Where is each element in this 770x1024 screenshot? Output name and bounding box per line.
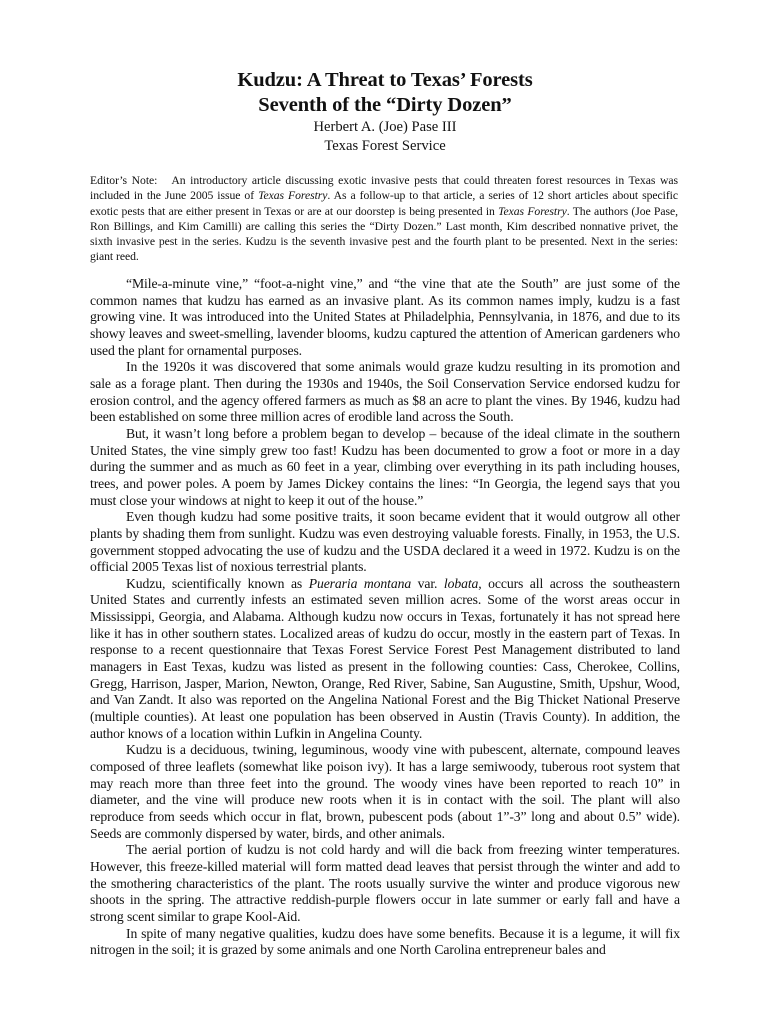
body-paragraph: But, it wasn’t long before a problem began to develop – because of the ideal climate in the southern United States, the vine simply grew too fast! Kudzu has been documented to grow a foot or more in a day during the summer and as much as 60 feet in a year, climbing over everything in its path including houses, trees, and power poles. A poem by James Dickey contains the lines: “In Georgia, the legend says that you must close your windows at night to keep it out of the house.”: [90, 425, 680, 508]
body-paragraph: Kudzu is a deciduous, twining, leguminous, woody vine with pubescent, alternate, compound leaves composed of three leaflets (somewhat like poison ivy). It has a large semiwoody, tuberous root system that may reach more than three feet into the ground. The woody vines have been reported to reach 10” in diameter, and the vine will produce new roots when it is in contact with the soil. The plant will also reproduce from seeds which occur in flat, brown, pubescent pods (about 1”-3” long and about 0.5” wide). Seeds are commonly dispersed by water, birds, and other animals.: [90, 742, 680, 841]
author-name: Herbert A. (Joe) Pase III: [313, 119, 457, 135]
body-paragraph: In the 1920s it was discovered that some animals would graze kudzu resulting in its promotion and sale as a forage plant. Then during the 1930s and 1940s, the Soil Conservation Service endorsed kudzu for erosion control, and the agency offered farmers as much as $8 an acre to plant the vines. By 1946, kudzu had been established on some three million acres of erodible land across the South.: [90, 359, 680, 425]
scientific-name: lobata: [443, 575, 479, 591]
body-paragraph: The aerial portion of kudzu is not cold hardy and will die back from freezing winter temperatures. However, this freeze-killed material will form matted dead leaves that persist through the winter and add to the smothering characteristics of the plant. The roots usually survive the winter and produce vigorous new shoots in the spring. The attractive reddish-purple flowers occur in late summer or early fall and have a strong scent similar to grape Kool-Aid.: [90, 842, 680, 924]
editors-note-text: An introductory article discussing exotic invasive pests that could threaten forest resources in Texas was included in the June 2005 issue of: [90, 174, 678, 203]
publication-name: Texas Forestry: [498, 204, 567, 218]
body-text-run: , occurs all across the southeastern United States and currently infests an estimated seven million acres. Some of the worst areas occur in Mississippi, Georgia, and Alabama. Although kudzu now occurs in Texas, fortunately it has not spread here like it has in other southern states. Localized areas of kudzu do occur, mostly in the eastern part of Texas. In response to a recent questionnaire that Texas Forest Service Forest Pest Management distributed to land managers in East Texas, kudzu was listed as present in the following counties: Cass, Cherokee, Collins, Gregg, Harrison, Jasper, Marion, Newton, Orange, Red River, Sabine, San Augustine, Smith, Upshur, Wood, and Van Zandt. It also was reported on the Angelina National Forest and the Big Thicket National Preserve (multiple counties). At least one population has been observed in Austin (Travis County). In addition, the author knows of a location within Lufkin in Angelina County.: [90, 575, 681, 741]
title-block: [0, 68, 770, 156]
scientific-name: Pueraria montana: [308, 575, 412, 591]
body-text-run: var.: [411, 575, 444, 591]
editors-note: [90, 173, 678, 265]
body-paragraph: [90, 576, 680, 743]
editors-note-text: . The authors (Joe Pase, Ron Billings, and Kim Camilli) are calling this series the “Dirty Dozen.” Last month, Kim described nonnative privet, the sixth invasive pest in the series. Kudzu is the seventh invasive pest and the fourth plant to be presented. Next in the series: giant reed.: [90, 204, 679, 264]
body-text-run: Kudzu, scientifically known as: [126, 575, 309, 591]
article-subtitle: Seventh of the “Dirty Dozen”: [258, 94, 512, 116]
author-affiliation: Texas Forest Service: [324, 138, 446, 154]
article-body: [90, 276, 680, 959]
body-paragraph: “Mile-a-minute vine,” “foot-a-night vine,” and “the vine that ate the South” are just some of the common names that kudzu has earned as an invasive plant. As its common names imply, kudzu is a fast growing vine. It was introduced into the United States at Philadelphia, Pennsylvania, in 1876, and due to its showy leaves and sweet-smelling, lavender blooms, kudzu captured the attention of American gardeners who used the plant for ornamental purposes.: [90, 276, 680, 358]
article-title: Kudzu: A Threat to Texas’ Forests: [237, 69, 533, 91]
editors-note-label: Editor’s Note:: [90, 174, 158, 187]
body-paragraph: In spite of many negative qualities, kudzu does have some benefits. Because it is a legume, it will fix nitrogen in the soil; it is grazed by some animals and one North Carolina entrepreneur bales and: [90, 925, 680, 958]
body-paragraph: Even though kudzu had some positive traits, it soon became evident that it would outgrow all other plants by shading them from sunlight. Kudzu was even destroying valuable forests. Finally, in 1953, the U.S. government stopped advocating the use of kudzu and the USDA declared it a weed in 1972. Kudzu is on the official 2005 Texas list of noxious terrestrial plants.: [90, 509, 680, 575]
publication-name: Texas Forestry: [258, 189, 328, 203]
editors-note-text: . As a follow-up to that article, a series of 12 short articles about specific exotic pests that are either present in Texas or are at our doorstep is being presented in: [90, 189, 679, 218]
